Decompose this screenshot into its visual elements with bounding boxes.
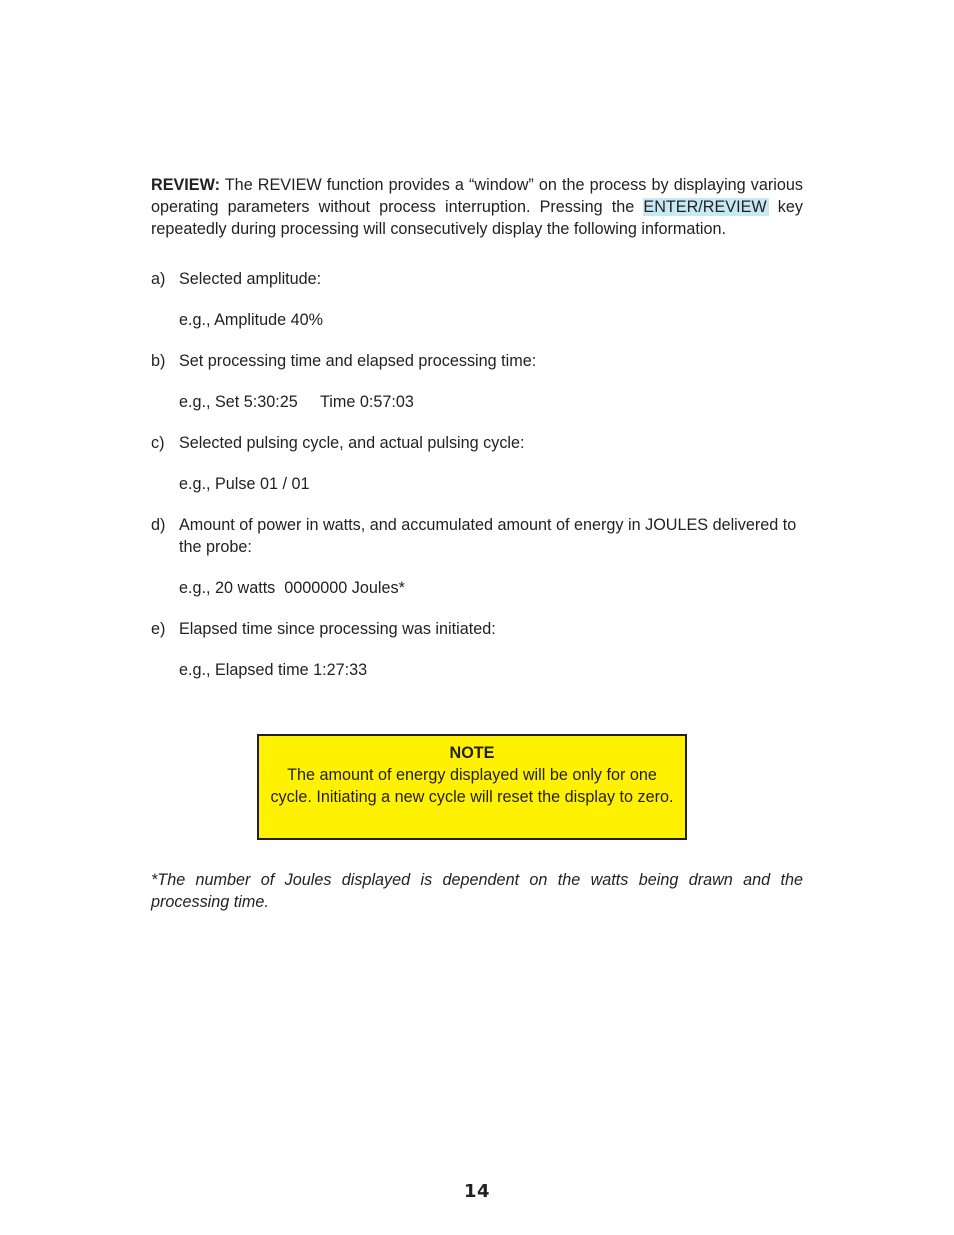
note-title: NOTE: [449, 744, 495, 762]
item-letter: e): [151, 620, 166, 638]
item-letter: a): [151, 270, 166, 288]
item-description: Selected pulsing cycle, and actual pulsing cycle:: [179, 434, 525, 452]
item-description: Selected amplitude:: [179, 270, 322, 288]
list-item-b: [151, 350, 803, 413]
item-letter: d): [151, 516, 166, 534]
enter-review-key-label: ENTER/REVIEW: [643, 198, 767, 216]
item-example: e.g., 20 watts 0000000 Joules*: [179, 579, 405, 597]
item-description: Amount of power in watts, and accumulated amount of energy in JOULES delivered to the probe:: [179, 516, 797, 556]
review-label: REVIEW:: [151, 176, 220, 194]
item-example: e.g., Set 5:30:25 Time 0:57:03: [179, 393, 414, 411]
review-intro-paragraph: [151, 174, 803, 240]
intro-text-before-key: The REVIEW function provides a “window” on the process by displaying various operating parameters without process interruption. Pressing the: [151, 176, 803, 216]
list-item-e: [151, 618, 803, 681]
item-example: e.g., Amplitude 40%: [179, 311, 323, 329]
review-items-list: [151, 268, 803, 681]
item-example: e.g., Elapsed time 1:27:33: [179, 661, 368, 679]
item-example: e.g., Pulse 01 / 01: [179, 475, 310, 493]
page-number: 14: [463, 1181, 491, 1202]
item-description: Elapsed time since processing was initiated:: [179, 620, 496, 638]
item-letter: c): [151, 434, 165, 452]
list-item-d: [151, 514, 803, 599]
item-letter: b): [151, 352, 166, 370]
list-item-c: [151, 432, 803, 495]
intro-text-after-key: key repeatedly during processing will consecutively display the following information.: [151, 198, 803, 238]
joules-footnote: *The number of Joules displayed is dependent on the watts being drawn and the processing time.: [151, 871, 803, 911]
note-text: The amount of energy displayed will be only for one cycle. Initiating a new cycle will reset the display to zero.: [270, 766, 674, 806]
page-content: [151, 174, 803, 911]
list-item-a: [151, 268, 803, 331]
item-description: Set processing time and elapsed processing time:: [179, 352, 537, 370]
note-box: [257, 734, 687, 840]
